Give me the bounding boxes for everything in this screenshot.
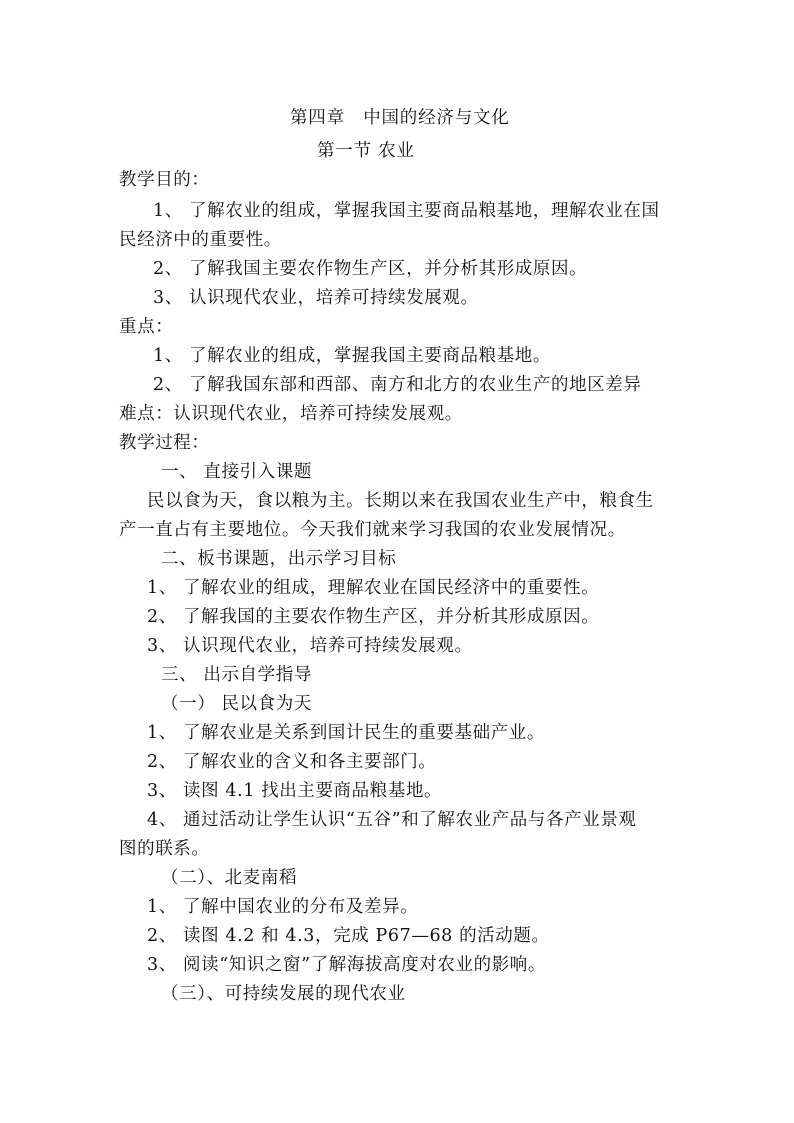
sub2-item: 2、 读图 4.2 和 4.3，完成 P67—68 的活动题。 — [147, 926, 550, 946]
step3-title: 三、 出示自学指导 — [161, 665, 312, 685]
step1-text: 民以食为天，食以粮为主。长期以来在我国农业生产中，粮食生 — [147, 491, 654, 511]
sub1-title: （一） 民以食为天 — [161, 694, 312, 714]
sub2-title: （二）、北麦南稻 — [161, 868, 298, 888]
chapter-title: 第四章 中国的经济与文化 — [290, 108, 510, 128]
sub1-item-continuation: 图的联系。 — [119, 839, 210, 859]
step2-item: 3、 认识现代农业，培养可持续发展观。 — [147, 636, 473, 656]
sub1-item: 1、 了解农业是关系到国计民生的重要基础产业。 — [147, 723, 545, 743]
step2-item: 1、 了解农业的组成，理解农业在国民经济中的重要性。 — [147, 578, 600, 598]
step1-text-continuation: 产一直占有主要地位。今天我们就来学习我国的农业发展情况。 — [119, 520, 626, 540]
objective-item: 3、 认识现代农业，培养可持续发展观。 — [153, 288, 479, 308]
sub1-item: 4、 通过活动让学生认识“五谷”和了解农业产品与各产业景观 — [147, 810, 637, 830]
sub2-item: 3、 阅读“知识之窗”了解海拔高度对农业的影响。 — [147, 955, 546, 975]
sub1-item: 3、 读图 4.1 找出主要商品粮基地。 — [147, 781, 443, 801]
objective-item: 2、 了解我国主要农作物生产区，并分析其形成原因。 — [153, 259, 588, 279]
process-heading: 教学过程： — [119, 433, 210, 453]
objective-item: 1、 了解农业的组成，掌握我国主要商品粮基地，理解农业在国 — [153, 201, 660, 221]
key-point-item: 1、 了解农业的组成，掌握我国主要商品粮基地。 — [153, 346, 551, 366]
objectives-heading: 教学目的： — [119, 170, 210, 190]
section-title: 第一节 农业 — [317, 141, 415, 161]
difficulty-line: 难点：认识现代农业，培养可持续发展观。 — [119, 404, 463, 424]
sub1-item: 2、 了解农业的含义和各主要部门。 — [147, 752, 437, 772]
key-point-item: 2、 了解我国东部和西部、南方和北方的农业生产的地区差异 — [153, 375, 642, 395]
step1-title: 一、 直接引入课题 — [161, 462, 312, 482]
key-points-heading: 重点： — [119, 317, 174, 337]
sub2-item: 1、 了解中国农业的分布及差异。 — [147, 897, 419, 917]
objective-item-continuation: 民经济中的重要性。 — [119, 230, 282, 250]
step2-item: 2、 了解我国的主要农作物生产区，并分析其形成原因。 — [147, 607, 600, 627]
step2-title: 二、板书课题，出示学习目标 — [161, 549, 397, 569]
sub3-title: （三）、可持续发展的现代农业 — [161, 984, 406, 1004]
